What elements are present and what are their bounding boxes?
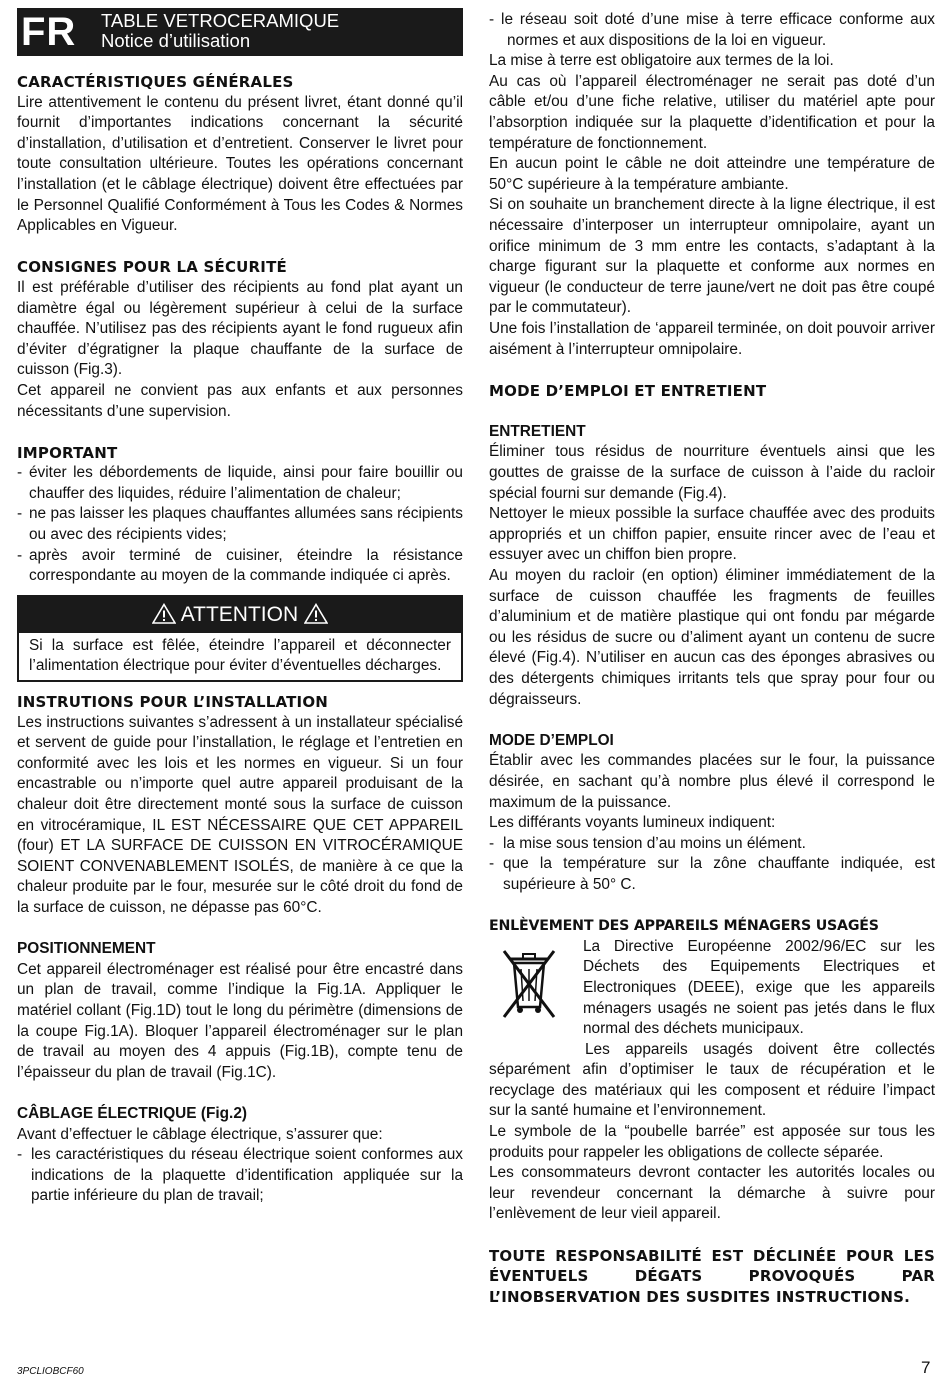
emploi-paragraph-1: Établir avec les commandes placées sur le four, la puissance désirée, en sachant qu’à nombre plus élevé il correspond le maximum de la puissance. — [489, 752, 935, 811]
attention-box — [17, 595, 463, 682]
section-heading-caracteristiques: CARACTÉRISTIQUES GÉNÉRALES — [17, 73, 294, 91]
subheading-cablage — [17, 1104, 463, 1125]
section-heading-securite: CONSIGNES POUR LA SÉCURITÉ — [17, 258, 287, 277]
important-item: - éviter les débordements de liquide, ainsi pour faire bouillir ou chauffer des liquides, réduire l’alimentation de chaleur; — [17, 464, 463, 502]
securite-text-2: Cet appareil ne convient pas aux enfants et aux personnes nécessitants d’une supervision. — [17, 381, 463, 420]
section-heading-installation: INSTRUTIONS POUR L’INSTALLATION — [17, 693, 329, 712]
securite-text-1: Il est préférable d’utiliser des récipients au fond plat ayant un diamètre égal ou légèrement supérieur à celui de la surface chauffée. N’utilisez pas des récipients ayant le fond rugueux afin d’éviter d’égratigner la plaque chauffante de la surface de cuisson (Fig.3). — [17, 278, 463, 379]
weee-section — [489, 937, 935, 1225]
weee-paragraph-4: Les consommateurs devront contacter les autorités locales ou leur revendeur concernant la démarche à suivre pour l’enlèvement de leur vieil appareil. — [489, 1164, 935, 1223]
section-heading-enlevement: ENLÈVEMENT DES APPAREILS MÉNAGERS USAGÉS — [489, 918, 879, 935]
right-column — [489, 10, 935, 1307]
installation-text: Les instructions suivantes s’adressent à un installateur spécialisé et servent de guide pour l’installation, le réglage et l’entretien en conformité avec les lois et les normes en vigueur. Si un four encastrable ou n’importe quel autre appareil produisant de la chaleur doit être directement monté sous la surface de cuisson en vitrocéramique, IL EST NÉCESSAIRE QUE CET APPAREIL (four) ET LA SURFACE DE CUISSON EN VITROCÉRAMIQUE SOIENT CONVENABLEMENT ISOLÉS, de manière à ce que la chaleur produite par le four, mesurée sur le côté droit du fond de la surface de cuisson, ne dépasse pas 60°C. — [17, 713, 463, 916]
liability-disclaimer: TOUTE RESPONSABILITÉ EST DÉCLINÉE POUR LES ÉVENTUELS DÉGATS PROVOQUÉS PAR L’INOBSERVATION DES SUSDITES INSTRUCTIONS. — [489, 1246, 935, 1306]
emploi-paragraph-2: Les différants voyants lumineux indiquent: — [489, 814, 776, 832]
subheading-entretient: ENTRETIENT — [489, 422, 586, 440]
page-number: 7 — [921, 1358, 931, 1377]
important-item: - après avoir terminé de cuisiner, éteindre la résistance correspondante au moyen de la commande indiquée ci après. — [17, 546, 463, 585]
document-title: TABLE VETROCERAMIQUE — [101, 10, 340, 31]
positionnement-text: Cet appareil électroménager est réalisé pour être encastré dans un plan de travail, comme l’indique la Fig.1A. Appliquer le matériel collant (Fig.1D) tout le long du périmètre (dimensions de la coupe Fig.1A). Bloquer l’appareil électroménager sur le plan de travail au moyen des 4 appuis (Fig.1B), compte tenu de l’épaisseur du plan de travail (Fig.1C). — [17, 960, 463, 1081]
section-heading-important: IMPORTANT — [17, 443, 118, 462]
weee-paragraph-2: Les appareils usagés doivent être collectés séparément afin d’optimiser le taux de récupération et le recyclage des matériaux qui les composent et réduire l’impact sur la santé humaine et l’environnement. — [489, 1040, 935, 1120]
section-heading-mode-emploi-entretient: MODE D’EMPLOI ET ENTRETIENT — [489, 381, 767, 400]
warning-triangle-icon — [304, 603, 328, 624]
cablage-paragraph-5: Une fois l’installation de ‘appareil terminée, on doit pouvoir arriver aisément à l’interrupteur omnipolaire. — [489, 319, 935, 358]
cablage-fig-ref: (Fig.2) — [196, 1104, 248, 1122]
cablage-paragraph-3: En aucun point le câble ne doit atteindre une température de 50°C supérieure à la température ambiante. — [489, 155, 935, 193]
subheading-mode-emploi: MODE D’EMPLOI — [489, 731, 614, 749]
attention-title: ATTENTION — [180, 602, 299, 626]
attention-title-bar — [19, 597, 461, 633]
entretient-paragraph-1: Éliminer tous résidus de nourriture éventuels ainsi que les gouttes de graisse de la surface de cuisson à l’aide du racloir spécial fourni sur demande (Fig.4). — [489, 443, 935, 502]
cablage-paragraph-2: Au cas où l’appareil électroménager ne serait pas doté d’un câble et/ou d’une fiche relative, utiliser du matériel apte pour l’absorption indiquée sur la plaquette d’identification et pour la température de fonctionnement. — [489, 72, 935, 152]
entretient-paragraph-2: Nettoyer le mieux possible la surface chauffée avec des produits appropriés et un chiffon papier, ensuite rincer avec de l’eau et essuyer avec un chiffon bien propre. — [489, 505, 935, 564]
page-header — [17, 8, 463, 56]
weee-paragraph-3: Le symbole de la “poubelle barrée” est apposée sur tous les produits pour rappeler les obligations de collecte séparée. — [489, 1123, 935, 1161]
language-code: FR — [21, 10, 77, 54]
attention-text: Si la surface est fêlée, éteindre l’appareil et déconnecter l’alimentation électrique pour éviter d’éventuelles décharges. — [29, 636, 451, 675]
crossed-bin-icon — [489, 939, 569, 1023]
cablage-heading-text: CÂBLAGE ÉLECTRIQUE — [17, 1104, 197, 1122]
header-titles — [101, 8, 339, 56]
document-subtitle: Notice d’utilisation — [101, 30, 251, 51]
cablage-paragraph-1: La mise à terre est obligatoire aux termes de la loi. — [489, 52, 834, 70]
cablage-item-2: - le réseau soit doté d’une mise à terre efficace conforme aux normes et aux dispositions de la loi en vigueur. — [489, 11, 935, 49]
warning-triangle-icon — [152, 603, 176, 624]
subheading-positionnement: POSITIONNEMENT — [17, 940, 156, 958]
cablage-item: - les caractéristiques du réseau électrique soient conformes aux indications de la plaquette d’identification appliquée sur la partie inférieure du plan de travail; — [17, 1146, 463, 1205]
left-column — [17, 8, 463, 1207]
emploi-item: - que la température sur la zône chauffante indiquée, est supérieure à 50° C. — [489, 855, 935, 893]
cablage-intro: Avant d’effectuer le câblage électrique, s’assurer que: — [17, 1125, 383, 1143]
important-item: - ne pas laisser les plaques chauffantes allumées sans récipients ou avec des récipients vides; — [17, 505, 463, 544]
entretient-paragraph-3: Au moyen du racloir (en option) éliminer immédiatement de la surface de cuisson chauffée les fragments de feuilles d’aluminium et de matière plastique qui ont fondu par mégarde ou les résidus de sucre ou d’aliment ayant un contenu de sucre élevé (Fig.4). N’utiliser en aucun cas des éponges abrasives ou des détergents chimiques irritants tels que spray pour four ou dégraisseurs. — [489, 567, 935, 708]
document-code: 3PCLIOBCF60 — [17, 1366, 84, 1377]
emploi-item: - la mise sous tension d’au moins un élément. — [489, 834, 806, 852]
cablage-paragraph-4: Si on souhaite un branchement directe à la ligne électrique, il est nécessaire d’interposer un interrupteur omnipolaire, ayant un orifice minimum de 3 mm entre les contacts, s’adaptant à la charge figurant sur la plaquette et conforme aux normes en vigueur (le conducteur de terre jaune/vert ne doit pas être coupé par le commutateur). — [489, 196, 935, 317]
weee-paragraph-1: La Directive Européenne 2002/96/EC sur les Déchets des Equipements Electriques et Electroniques (DEEE), exige que les appareils ménagers usagés ne soient pas jetés dans le flux normal des déchets municipaux. — [583, 937, 935, 1038]
caracteristiques-text: Lire attentivement le contenu du présent livret, étant donné qu’il fournit d’importantes indications concernant la sécurité d’installation, d’utilisation et d’entretient. Conserver le livret pour toute consultation ultérieure. Toutes les opérations concernant l’installation (et le câblage électrique) doivent être effectuées par le Personnel Qualifié Conformément à Tous les Codes & Normes Applicables en Vigueur. — [17, 93, 463, 235]
